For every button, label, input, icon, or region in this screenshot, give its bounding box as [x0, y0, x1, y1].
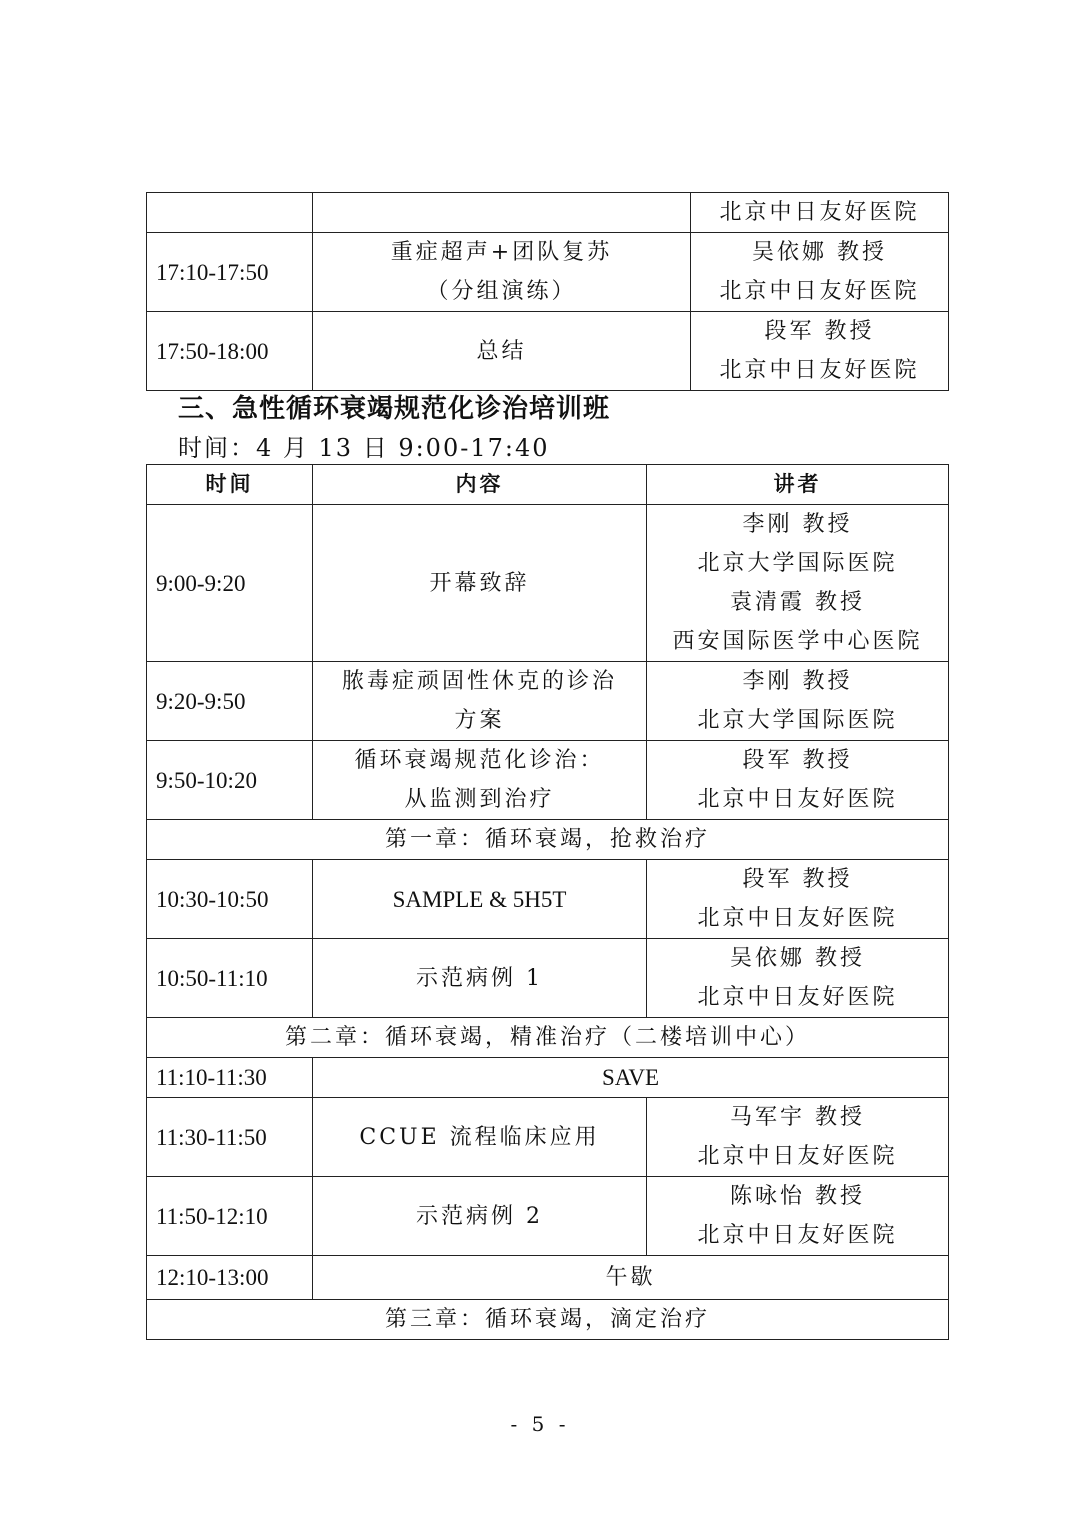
speaker-affiliation: 北京大学国际医院 [697, 708, 898, 733]
speaker-name: 段军 教授 [742, 748, 853, 773]
time-cell: 17:50-18:00 [147, 312, 313, 391]
content-cell: 午歇 [313, 1256, 949, 1300]
chapter-heading: 第一章：循环衰竭，抢救治疗 [147, 820, 949, 860]
content-line: CCUE 流程临床应用 [359, 1124, 600, 1150]
time-cell: 12:10-13:00 [147, 1256, 313, 1300]
content-cell: SAVE [313, 1058, 949, 1098]
table-row [147, 860, 949, 939]
speaker-affiliation: 北京中日友好医院 [697, 906, 898, 931]
content-line: 开幕致辞 [429, 570, 530, 596]
time-cell: 10:50-11:10 [147, 939, 313, 1018]
speaker-cell [691, 193, 949, 233]
speaker-cell [647, 505, 949, 662]
chapter-row [147, 1018, 949, 1058]
speaker-affiliation: 西安国际医学中心医院 [672, 629, 923, 654]
schedule-table [146, 464, 949, 1340]
speaker-cell [647, 662, 949, 741]
table-row [147, 1256, 949, 1300]
header-speaker: 讲者 [647, 465, 949, 505]
speaker-name: 马军宇 教授 [730, 1105, 865, 1130]
speaker-cell [647, 741, 949, 820]
speaker-affiliation: 北京中日友好医院 [719, 358, 920, 383]
section-title: 三、急性循环衰竭规范化诊治培训班 [178, 394, 611, 424]
table-row [147, 233, 949, 312]
content-line: 重症超声+团队复苏 [390, 240, 613, 265]
speaker-name: 袁清霞 教授 [730, 590, 865, 615]
speaker-affiliation: 北京中日友好医院 [697, 787, 898, 812]
table-header-row [147, 465, 949, 505]
speaker-name: 段军 教授 [764, 319, 875, 344]
section-time: 时间：4 月 13 日 9:00-17:40 [178, 434, 550, 462]
content-line: 循环衰竭规范化诊治： [354, 748, 605, 773]
time-cell: 10:30-10:50 [147, 860, 313, 939]
table-row [147, 1177, 949, 1256]
table-row [147, 193, 949, 233]
time-cell: 11:30-11:50 [147, 1098, 313, 1177]
chapter-heading: 第三章：循环衰竭，滴定治疗 [147, 1300, 949, 1340]
content-line: （分组演练） [426, 279, 577, 304]
chapter-row [147, 820, 949, 860]
content-cell [313, 860, 647, 939]
content-cell [313, 193, 691, 233]
content-cell [313, 233, 691, 312]
speaker-cell [691, 233, 949, 312]
content-cell [313, 312, 691, 391]
speaker-name: 李刚 教授 [742, 512, 853, 537]
page-number: - 5 - [510, 1412, 570, 1436]
header-time: 时间 [147, 465, 313, 505]
speaker-name: 吴依娜 教授 [752, 240, 887, 265]
speaker-affiliation: 北京中日友好医院 [719, 279, 920, 304]
speaker-affiliation: 北京大学国际医院 [697, 551, 898, 576]
speaker-name: 陈咏怡 教授 [730, 1184, 865, 1209]
content-line: 从监测到治疗 [404, 787, 555, 812]
time-cell: 11:50-12:10 [147, 1177, 313, 1256]
table-row [147, 662, 949, 741]
speaker-cell [647, 860, 949, 939]
header-content: 内容 [313, 465, 647, 505]
time-cell [147, 193, 313, 233]
speaker-affiliation: 北京中日友好医院 [697, 985, 898, 1010]
table-row [147, 505, 949, 662]
content-line: 总结 [476, 338, 527, 364]
content-cell [313, 662, 647, 741]
speaker-affiliation: 北京中日友好医院 [719, 200, 920, 225]
table-row [147, 312, 949, 391]
content-cell [313, 505, 647, 662]
time-cell: 17:10-17:50 [147, 233, 313, 312]
time-cell: 9:00-9:20 [147, 505, 313, 662]
table-row [147, 741, 949, 820]
speaker-name: 吴依娜 教授 [730, 946, 865, 971]
speaker-cell [647, 1098, 949, 1177]
speaker-cell [647, 939, 949, 1018]
content-cell [313, 1177, 647, 1256]
speaker-affiliation: 北京中日友好医院 [697, 1144, 898, 1169]
speaker-name: 李刚 教授 [742, 669, 853, 694]
content-line: 方案 [454, 708, 505, 733]
content-cell [313, 1098, 647, 1177]
time-cell: 11:10-11:30 [147, 1058, 313, 1098]
content-line: 示范病例 2 [416, 1203, 543, 1229]
speaker-cell [647, 1177, 949, 1256]
table-row [147, 1098, 949, 1177]
content-line: SAMPLE & 5H5T [392, 886, 567, 912]
table-row [147, 939, 949, 1018]
content-cell [313, 939, 647, 1018]
speaker-name: 段军 教授 [742, 867, 853, 892]
table-row [147, 1058, 949, 1098]
content-cell [313, 741, 647, 820]
content-line: 脓毒症顽固性休克的诊治 [341, 669, 617, 694]
chapter-row [147, 1300, 949, 1340]
content-line: 示范病例 1 [416, 965, 543, 991]
speaker-cell [691, 312, 949, 391]
chapter-heading: 第二章：循环衰竭，精准治疗（二楼培训中心） [147, 1018, 949, 1058]
schedule-table-continued [146, 192, 949, 391]
time-cell: 9:50-10:20 [147, 741, 313, 820]
time-cell: 9:20-9:50 [147, 662, 313, 741]
speaker-affiliation: 北京中日友好医院 [697, 1223, 898, 1248]
